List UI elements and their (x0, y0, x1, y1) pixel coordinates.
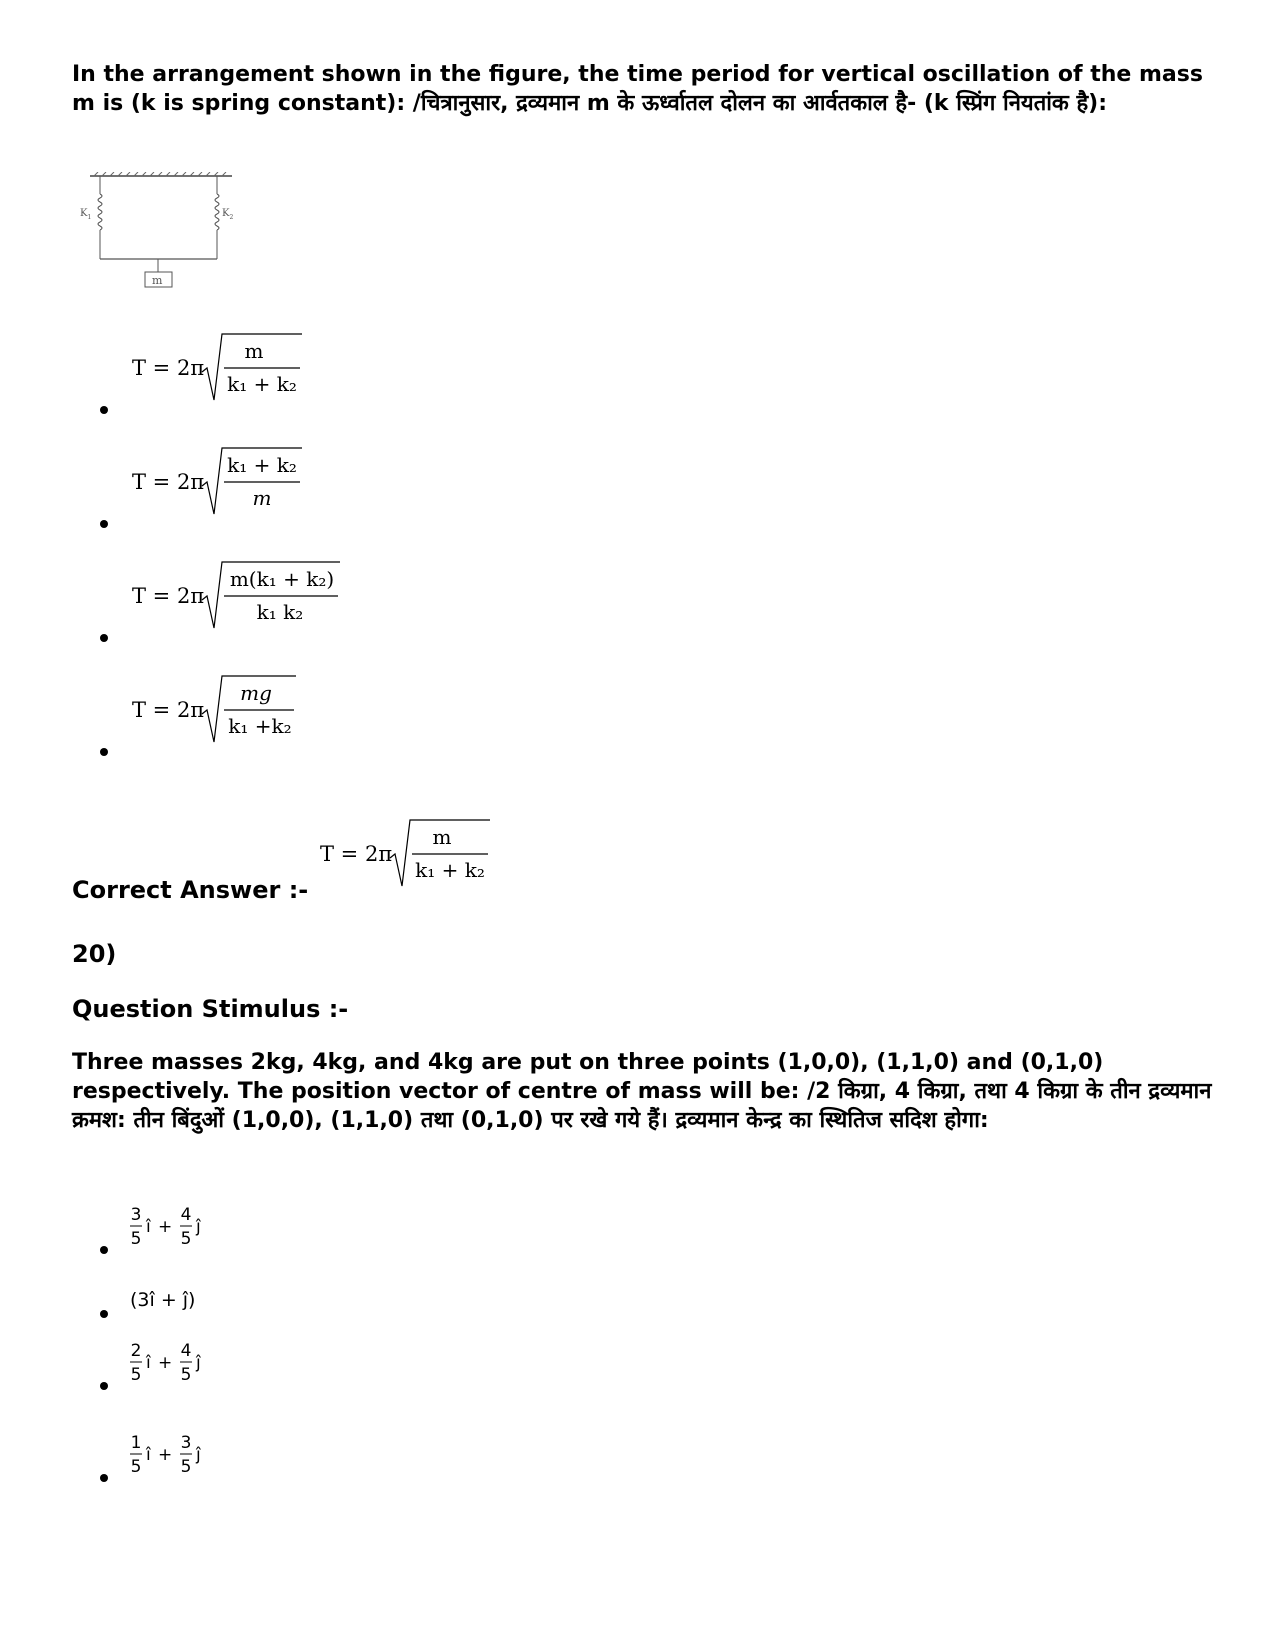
spring-left (98, 176, 102, 259)
question-20-number: 20) (72, 940, 117, 968)
mass-label: m (152, 274, 163, 287)
fraction-b-denominator: 5 (180, 1229, 192, 1249)
denominator: k₁ + k₂ (415, 858, 485, 882)
spring-mass-figure (72, 172, 252, 301)
denominator: k₁ + k₂ (227, 372, 297, 396)
numerator: mg (240, 681, 272, 705)
bullet (100, 1382, 108, 1390)
fraction-b-numerator: 4 (180, 1205, 192, 1225)
fraction-a-numerator: 3 (130, 1205, 142, 1225)
fraction-b-denominator: 5 (180, 1365, 192, 1385)
numerator: m (432, 825, 452, 849)
correct-answer-label: Correct Answer :- (72, 876, 309, 904)
bullet (100, 406, 108, 414)
numerator: k₁ + k₂ (227, 453, 297, 477)
correct-answer-formula (318, 814, 498, 908)
ceiling-support (90, 172, 232, 176)
unit-i: î (146, 1217, 151, 1237)
bullet (100, 520, 108, 528)
numerator: m(k₁ + k₂) (229, 567, 335, 591)
formula-prefix: T = 2π (132, 698, 205, 722)
bullet (100, 1474, 108, 1482)
fraction-b-numerator: 3 (180, 1433, 192, 1453)
formula-prefix: T = 2π (132, 470, 205, 494)
formula-prefix: T = 2π (132, 584, 205, 608)
unit-j: ĵ (196, 1353, 201, 1373)
denominator: m (252, 486, 272, 510)
unit-j: ĵ (196, 1217, 201, 1237)
option-text: (3î + ĵ) (130, 1289, 196, 1311)
numerator: m (244, 339, 264, 363)
bullet (100, 748, 108, 756)
fraction-a-denominator: 5 (130, 1229, 142, 1249)
plus-sign: + (158, 1217, 173, 1237)
unit-i: î (146, 1353, 151, 1373)
spring-right (215, 176, 219, 259)
denominator: k₁ +k₂ (228, 714, 292, 738)
fraction-a-denominator: 5 (130, 1365, 142, 1385)
question-19-stem: In the arrangement shown in the figure, the time period for vertical oscillation of the mass m is (k is spring constant): /चित्रानुसार, द्रव्यमान m के ऊर्ध्वातल दोलन का आर्वतकाल है- (k स्प्रिंग नियतांक है): (72, 62, 1203, 116)
spring-right-label: $K_2$ (222, 208, 234, 221)
fraction-a-numerator: 1 (130, 1433, 142, 1453)
plus-sign: + (158, 1353, 173, 1373)
formula-prefix: T = 2π (320, 842, 393, 866)
bullet (100, 634, 108, 642)
denominator: k₁ k₂ (256, 600, 304, 624)
plus-sign: + (158, 1445, 173, 1465)
fraction-b-denominator: 5 (180, 1457, 192, 1477)
fraction-a-denominator: 5 (130, 1457, 142, 1477)
question-stimulus-label: Question Stimulus :- (72, 995, 349, 1023)
bullet (100, 1310, 108, 1318)
fraction-a-numerator: 2 (130, 1341, 142, 1361)
fraction-b-numerator: 4 (180, 1341, 192, 1361)
question-20-stem: Three masses 2kg, 4kg, and 4kg are put on three points (1,0,0), (1,1,0) and (0,1,0) respectively. The position vector of centre of mass will be: /2 किग्रा, 4 किग्रा, तथा 4 किग्रा के तीन द्रव्यमान क्रमश: तीन बिंदुओं (1,0,0), (1,1,0) तथा (0,1,0) पर रखे गये हैं। द्रव्यमान केन्द्र का स्थितिज सदिश होगा: (72, 1050, 1212, 1133)
spring-left-label: $K_1$ (80, 208, 92, 221)
unit-i: î (146, 1445, 151, 1465)
unit-j: ĵ (196, 1445, 201, 1465)
formula-prefix: T = 2π (132, 356, 205, 380)
bullet (100, 1246, 108, 1254)
